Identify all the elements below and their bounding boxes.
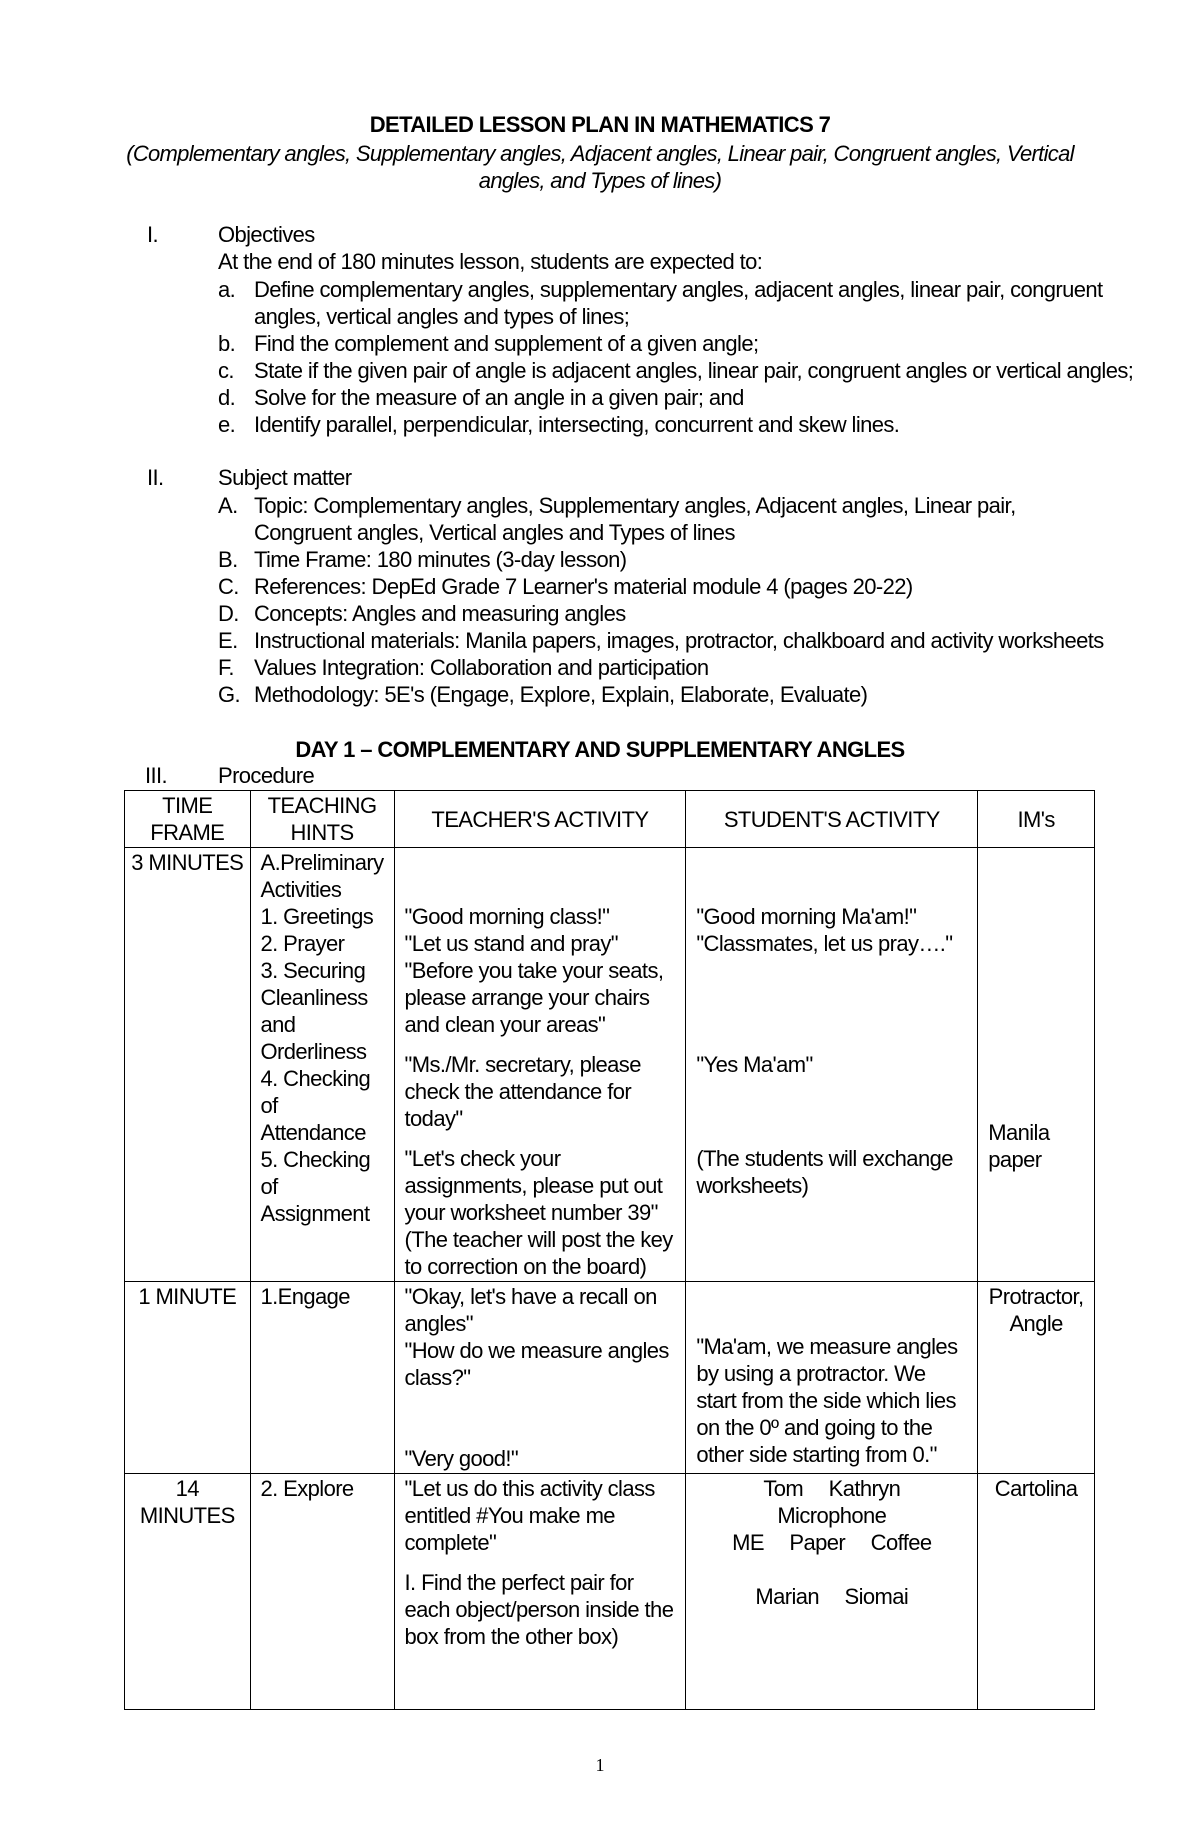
section-numeral-procedure: III. bbox=[145, 763, 168, 788]
pair-word-grid bbox=[696, 1475, 967, 1637]
hint-text: A.Preliminary Activities bbox=[260, 850, 384, 902]
student-line: "Good morning Ma'am!" bbox=[696, 904, 917, 929]
pair-word-row bbox=[696, 1529, 967, 1583]
section-numeral-objectives: I. bbox=[147, 222, 159, 247]
column-header-teacher-activity: TEACHER'S ACTIVITY bbox=[394, 791, 686, 848]
hint-text: 2. Prayer bbox=[260, 931, 345, 956]
student-line: "Ma'am, we measure angles by using a protractor. We start from the side which lies on the 0º and going to the other side starting from 0." bbox=[696, 1334, 958, 1467]
table-header-row bbox=[125, 791, 1095, 848]
teacher-line: "Very good!" bbox=[404, 1446, 519, 1471]
pair-word: Coffee bbox=[870, 1530, 932, 1555]
teacher-line: "Good morning class!" bbox=[404, 904, 610, 929]
teacher-line: "How do we measure angles class?" bbox=[404, 1338, 669, 1390]
teacher-line: I. Find the perfect pair for each object/person inside the box from the other box) bbox=[404, 1570, 674, 1649]
column-header-ims: IM's bbox=[978, 791, 1095, 848]
objective-text: Define complementary angles, supplementary angles, adjacent angles, linear pair, congruent angles, vertical angles and types of lines; bbox=[254, 277, 1103, 329]
teacher-activity-cell bbox=[394, 1474, 686, 1710]
section-heading-procedure: Procedure bbox=[218, 763, 315, 788]
pair-word: Kathryn bbox=[828, 1476, 901, 1501]
subject-text: Concepts: Angles and measuring angles bbox=[254, 601, 626, 626]
teaching-hints-cell: 1.Engage bbox=[250, 1282, 394, 1474]
section-heading-objectives: Objectives bbox=[218, 222, 315, 247]
subject-text: Values Integration: Collaboration and participation bbox=[254, 655, 709, 680]
time-frame-cell: 1 MINUTE bbox=[125, 1282, 251, 1474]
objective-text: Find the complement and supplement of a given angle; bbox=[254, 331, 759, 356]
subject-text: Topic: Complementary angles, Supplementary angles, Adjacent angles, Linear pair, Congruent angles, Vertical angles and Types of lines bbox=[254, 493, 1016, 545]
column-header-time-frame: TIME FRAME bbox=[125, 791, 251, 848]
subject-label: C. bbox=[218, 574, 239, 599]
pair-word-row bbox=[696, 1475, 967, 1529]
ims-cell: Protractor, Angle bbox=[978, 1282, 1095, 1474]
subject-text: Time Frame: 180 minutes (3-day lesson) bbox=[254, 547, 627, 572]
pair-word: Siomai bbox=[844, 1584, 909, 1609]
subject-label: B. bbox=[218, 547, 238, 572]
pair-word: Marian bbox=[755, 1584, 820, 1609]
objective-label: b. bbox=[218, 331, 236, 356]
teaching-hints-cell: 2. Explore bbox=[250, 1474, 394, 1710]
student-activity-cell bbox=[686, 1282, 978, 1474]
page-number: 1 bbox=[595, 1755, 605, 1775]
subject-label: D. bbox=[218, 601, 239, 626]
teacher-line: "Let us stand and pray" bbox=[404, 931, 618, 956]
objectives-intro: At the end of 180 minutes lesson, students are expected to: bbox=[218, 249, 763, 274]
teacher-line: (The teacher will post the key to correction on the board) bbox=[404, 1227, 673, 1279]
teacher-line: "Ms./Mr. secretary, please check the attendance for today" bbox=[404, 1052, 641, 1131]
table-row bbox=[125, 848, 1095, 1282]
time-frame-cell: 3 MINUTES bbox=[125, 848, 251, 1282]
objective-text: Identify parallel, perpendicular, intersecting, concurrent and skew lines. bbox=[254, 412, 900, 437]
subject-label: G. bbox=[218, 682, 241, 707]
student-line: "Classmates, let us pray…." bbox=[696, 931, 953, 956]
time-frame-cell: 14 MINUTES bbox=[125, 1474, 251, 1710]
subject-text: Instructional materials: Manila papers, images, protractor, chalkboard and activity worksheets bbox=[254, 628, 1104, 653]
pair-word: Tom bbox=[763, 1476, 804, 1501]
objective-label: c. bbox=[218, 358, 234, 383]
teacher-line: "Before you take your seats, please arrange your chairs and clean your areas" bbox=[404, 958, 664, 1037]
teacher-line: "Okay, let's have a recall on angles" bbox=[404, 1284, 657, 1336]
teaching-hints-cell bbox=[250, 848, 394, 1282]
hint-text: 5. Checking of Assignment bbox=[260, 1147, 371, 1226]
teacher-activity-cell bbox=[394, 1282, 686, 1474]
pair-word: Microphone bbox=[777, 1503, 887, 1528]
subject-text: Methodology: 5E's (Engage, Explore, Explain, Elaborate, Evaluate) bbox=[254, 682, 868, 707]
objective-text: State if the given pair of angle is adjacent angles, linear pair, congruent angles or vertical angles; bbox=[254, 358, 1134, 383]
pair-word-row bbox=[696, 1583, 967, 1637]
student-activity-cell bbox=[686, 848, 978, 1282]
subject-label: F. bbox=[218, 655, 234, 680]
teacher-line: "Let us do this activity class entitled #You make me complete" bbox=[404, 1476, 655, 1555]
hint-text: 1. Greetings bbox=[260, 904, 374, 929]
subject-text: References: DepEd Grade 7 Learner's material module 4 (pages 20-22) bbox=[254, 574, 913, 599]
document-subtitle: (Complementary angles, Supplementary angles, Adjacent angles, Linear pair, Congruent angles, Vertical angles, and Types of lines) bbox=[126, 141, 1074, 193]
objective-label: a. bbox=[218, 277, 236, 302]
teacher-activity-cell bbox=[394, 848, 686, 1282]
procedure-table bbox=[124, 790, 1095, 1710]
pair-word: ME bbox=[732, 1530, 764, 1555]
column-header-student-activity: STUDENT'S ACTIVITY bbox=[686, 791, 978, 848]
subject-label: E. bbox=[218, 628, 238, 653]
student-activity-cell bbox=[686, 1474, 978, 1710]
subject-label: A. bbox=[218, 493, 238, 518]
table-row bbox=[125, 1474, 1095, 1710]
ims-cell bbox=[978, 848, 1095, 1282]
document-title: DETAILED LESSON PLAN IN MATHEMATICS 7 bbox=[369, 112, 831, 137]
objective-label: d. bbox=[218, 385, 236, 410]
ims-cell: Cartolina bbox=[978, 1474, 1095, 1710]
section-numeral-subject-matter: II. bbox=[147, 465, 164, 490]
section-heading-subject-matter: Subject matter bbox=[218, 465, 352, 490]
hint-text: 4. Checking of Attendance bbox=[260, 1066, 371, 1145]
pair-word: Paper bbox=[789, 1530, 846, 1555]
objective-label: e. bbox=[218, 412, 236, 437]
table-row bbox=[125, 1282, 1095, 1474]
hint-text: 3. Securing Cleanliness and Orderliness bbox=[260, 958, 368, 1064]
column-header-teaching-hints: TEACHING HINTS bbox=[250, 791, 394, 848]
ims-text: Manila paper bbox=[988, 1120, 1050, 1172]
student-line: "Yes Ma'am" bbox=[696, 1052, 813, 1077]
teacher-line: "Let's check your assignments, please put out your worksheet number 39" bbox=[404, 1146, 663, 1225]
student-line: (The students will exchange worksheets) bbox=[696, 1146, 953, 1198]
day-title: DAY 1 – COMPLEMENTARY AND SUPPLEMENTARY ANGLES bbox=[295, 737, 905, 762]
objective-text: Solve for the measure of an angle in a given pair; and bbox=[254, 385, 744, 410]
